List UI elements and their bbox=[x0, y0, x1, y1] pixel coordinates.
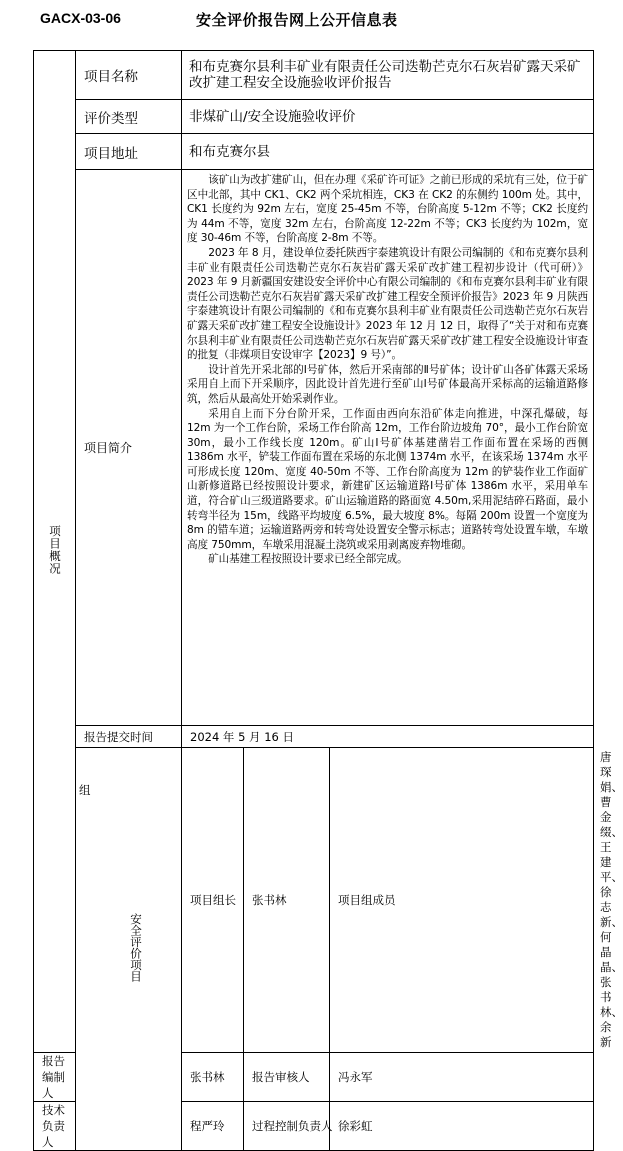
row-project-address bbox=[34, 134, 594, 170]
intro-paragraph: 2023 年 8 月，建设单位委托陕西宇泰建筑设计有限公司编制的《和布克赛尔县利丰矿业有限责任公司迭勒芒克尔石灰岩矿露天采矿改扩建工程初步设计（代可研）》2023 年 9 月新疆国安建设安全评价中心有限公司编制的《和布克赛尔县利丰矿业有限责任公司迭勒芒克尔石灰岩矿露天采矿改扩建工程安全预评价报告》2023 年 9 月陕西宇泰建筑设计有限公司编制的《和布克赛尔县利丰矿业有限责任公司迭勒芒克尔石灰岩矿露天采矿改扩建工程安全设施设计》2023 年 12 月 12 日，取得了“关于对和布克赛尔县利丰矿业有限责任公司迭勒芒克尔石灰岩矿露天采矿改扩建工程安全设施设计审查的批复（非煤项目安设审字【2023】9 号）”。 bbox=[187, 246, 589, 362]
compiler-value: 张书林 bbox=[182, 1053, 244, 1102]
intro-paragraph: 采用自上而下分台阶开采，工作面由西向东沿矿体走向推进，中深孔爆破，每 12m 为一个工作台阶，采场工作台阶高 12m，工作台阶边坡角 70°，最小工作台阶宽 30m，最小工作线长度 120m。矿山Ⅰ号矿体基建凿岩工作面布置在采场的西侧 1386m 水平，铲装工作面布置在采场的东北侧 1374m 水平，在该采场 1374m 水平可形成长度 120m、宽度 40-50m 不等、工作台阶高度为 12m 的铲装作业工作面矿山新修道路已经按照设计要求，新建矿区运输道路Ⅰ号矿体 1386m 水平，采用单车道，符合矿山三级道路要求。矿山运输道路的路面宽 4.50m,采用泥结碎石路面，最小转弯半径为 15m，线路平均坡度 6.5%，最大坡度 8%。每隔 200m 设置一个宽度为 8m 的错车道；运输道路两旁和转弯处设置安全警示标志；道路转弯处设置车墩，车墩高度 750mm，车墩采用混凝土浇筑或采用剥离废弃物堆砌。 bbox=[187, 407, 589, 551]
project-intro-text bbox=[182, 170, 594, 726]
row-eval-type bbox=[34, 100, 594, 134]
row-submit-time bbox=[34, 726, 594, 748]
document-code: GACX-03-06 bbox=[40, 10, 121, 26]
intro-paragraph: 该矿山为改扩建矿山，但在办理《采矿许可证》之前已形成的采坑有三处，位于矿区中北部，其中 CK1、CK2 两个采坑相连，CK3 在 CK2 的东侧约 100m 处。其中，CK1 长度约为 92m 左右，宽度 25-45m 不等，台阶高度 5-12m 不等；CK2 长度约为 44m 不等，宽度 32m 左右，台阶高度 12-22m 不等；CK3 长度约为 102m，宽度 30-46m 不等，台阶高度 2-8m 不等。 bbox=[187, 174, 589, 245]
row-team-leader: 组 安全评价项目 项目组长 张书林 项目组成员 唐琛娟、曹金缀、王建平、徐志新、何晶晶、张书林、余新 bbox=[34, 748, 594, 1053]
info-table bbox=[33, 50, 623, 1151]
section-eval-team-outer-label: 组 bbox=[79, 783, 91, 797]
reviewer-label: 报告审核人 bbox=[244, 1053, 330, 1102]
leader-value: 张书林 bbox=[244, 748, 330, 1053]
process-label: 过程控制负责人 bbox=[244, 1102, 330, 1151]
document-title: 安全评价报告网上公开信息表 bbox=[196, 11, 398, 29]
section-project-overview bbox=[34, 51, 76, 1053]
project-name-label: 项目名称 bbox=[76, 51, 182, 100]
project-address-label: 项目地址 bbox=[76, 134, 182, 170]
project-name-value: 和布克赛尔县利丰矿业有限责任公司迭勒芒克尔石灰岩矿露天采矿改扩建工程安全设施验收评价报告 bbox=[182, 51, 594, 100]
compiler-label: 报告编制人 bbox=[34, 1053, 76, 1102]
submit-time-value: 2024 年 5 月 16 日 bbox=[182, 726, 594, 748]
tech-value: 程严玲 bbox=[182, 1102, 244, 1151]
row-project-name bbox=[34, 51, 594, 100]
eval-type-value: 非煤矿山/安全设施验收评价 bbox=[182, 100, 594, 134]
leader-label: 项目组长 bbox=[182, 748, 244, 1053]
submit-time-label: 报告提交时间 bbox=[76, 726, 182, 748]
section-eval-team-inner-label: 安全评价项目 bbox=[129, 913, 143, 982]
intro-paragraph: 设计首先开采北部的Ⅰ号矿体，然后开采南部的Ⅱ号矿体；设计矿山各矿体露天采场采用自上而下开采顺序，因此设计首先进行至矿山Ⅰ号矿体最高开采标高的运输道路修筑，然后从最高处开始采剥作业。 bbox=[187, 363, 589, 405]
reviewer-value: 冯永军 bbox=[330, 1053, 594, 1102]
eval-type-label: 评价类型 bbox=[76, 100, 182, 134]
process-value: 徐彩虹 bbox=[330, 1102, 594, 1151]
members-label: 项目组成员 bbox=[330, 748, 594, 1053]
section-project-overview-label: 项目概况 bbox=[48, 525, 62, 575]
row-project-intro bbox=[34, 170, 594, 726]
tech-label: 技术负责人 bbox=[34, 1102, 76, 1151]
project-address-value: 和布克赛尔县 bbox=[182, 134, 594, 170]
project-intro-label: 项目简介 bbox=[76, 170, 182, 726]
section-eval-team bbox=[76, 748, 182, 1151]
intro-paragraph: 矿山基建工程按照设计要求已经全部完成。 bbox=[208, 553, 408, 566]
